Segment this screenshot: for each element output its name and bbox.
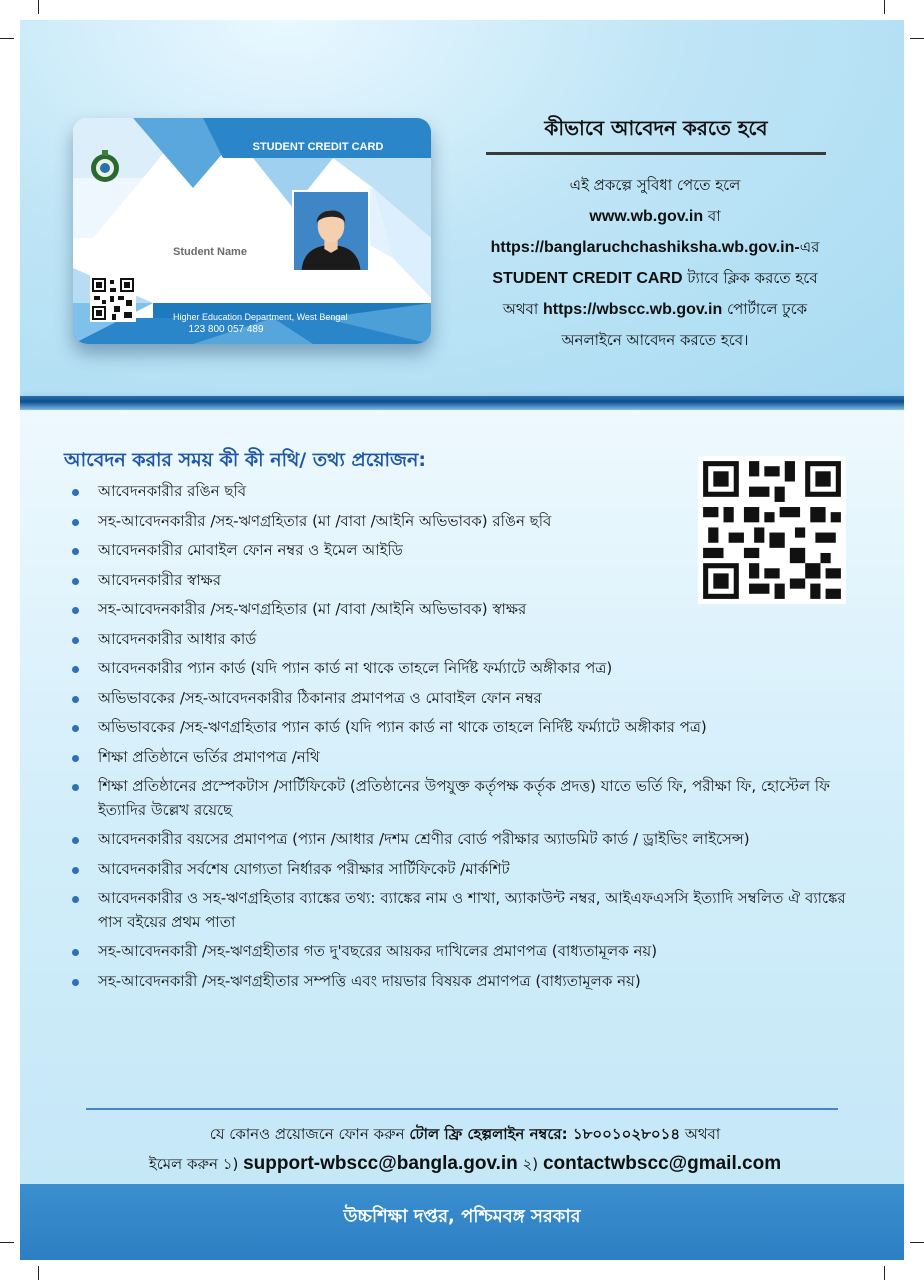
url-banglaruchchashiksha[interactable]: https://banglaruchchashiksha.wb.gov.in- — [490, 239, 800, 256]
list-item: শিক্ষা প্রতিষ্ঠানের প্রস্পেকটাস /সার্টিফিকেট (প্রতিষ্ঠানের উপযুক্ত কর্তৃপক্ষ কর্তৃক প্রদত্ত) যাতে ভর্তি ফি, পরীক্ষা ফি, হোস্টেল ফি ইত্যাদির উল্লেখ রয়েছে — [68, 775, 868, 822]
how-to-apply-text — [460, 170, 850, 356]
helpline-number[interactable]: ১৮০০১০২৮০১৪ — [572, 1125, 681, 1143]
email-separator: ২) — [517, 1155, 543, 1173]
card-number: 123 800 057 489 — [188, 324, 264, 335]
documents-title: আবেদন করার সময় কী কী নথি/ তথ্য প্রয়োজন: — [64, 449, 426, 471]
how-line-5 — [460, 294, 850, 325]
er-text: এর — [799, 238, 820, 256]
poster — [20, 20, 904, 1260]
email-prefix: ইমেল করুন ১) — [148, 1155, 244, 1173]
tab-text: ট্যাবে ক্লিক করতে হবে — [682, 269, 818, 287]
list-item: শিক্ষা প্রতিষ্ঠানে ভর্তির প্রমাণপত্র /নথি — [68, 746, 868, 770]
list-item: সহ-আবেদনকারী /সহ-ঋণগ্রহীতার সম্পত্তি এবং দায়ভার বিষয়ক প্রমাণপত্র (বাধ্যতামূলক নয়) — [68, 970, 868, 994]
how-to-apply-rule — [486, 152, 826, 155]
how-line-6: অনলাইনে আবেদন করতে হবে। — [561, 331, 749, 349]
list-item: আবেদনকারীর রঙিন ছবি — [68, 480, 868, 504]
student-name-label: Student Name — [173, 246, 247, 258]
helpline-label: টোল ফ্রি হেল্পলাইন নম্বরে: — [409, 1125, 573, 1143]
crop-mark — [884, 1266, 885, 1280]
crop-mark — [0, 1242, 14, 1243]
how-line-2 — [460, 201, 850, 232]
contact-email-link[interactable]: contactwbscc@gmail.com — [542, 1153, 782, 1174]
list-item: সহ-আবেদনকারী /সহ-ঋণগ্রহীতার গত দু'বছরের আয়কর দাখিলের প্রমাণপত্র (বাধ্যতামূলক নয়) — [68, 940, 868, 964]
list-item: আবেদনকারীর মোবাইল ফোন নম্বর ও ইমেল আইডি — [68, 539, 868, 563]
crop-mark — [38, 1266, 39, 1280]
government-emblem-icon — [89, 148, 121, 188]
list-item: অভিভাবকের /সহ-ঋণগ্রহিতার প্যান কার্ড (যদি প্যান কার্ড না থাকে তাহলে নির্দিষ্ট ফর্ম্যাটে অঙ্গীকার পত্র) — [68, 716, 868, 740]
how-line-4 — [460, 263, 850, 294]
footer-department: উচ্চশিক্ষা দপ্তর, পশ্চিমবঙ্গ সরকার — [343, 1206, 581, 1227]
footer-rule — [86, 1108, 838, 1110]
list-item: আবেদনকারীর আধার কার্ড — [68, 628, 868, 652]
crop-mark — [910, 1242, 924, 1243]
helpline-line-2 — [80, 1149, 850, 1179]
how-to-apply-title: কীভাবে আবেদন করতে হবে — [544, 116, 768, 140]
list-item: সহ-আবেদনকারীর /সহ-ঋণগ্রহিতার (মা /বাবা /আইনি অভিভাবক) রঙিন ছবি — [68, 510, 658, 534]
documents-list — [68, 480, 868, 999]
card-department: Higher Education Department, West Bengal — [173, 312, 348, 322]
list-item: আবেদনকারীর প্যান কার্ড (যদি প্যান কার্ড না থাকে তাহলে নির্দিষ্ট ফর্ম্যাটে অঙ্গীকার পত্র) — [68, 657, 868, 681]
how-line-3 — [460, 232, 850, 263]
portal-text: পোর্টালে ঢুকে — [722, 300, 808, 318]
url-wb-gov[interactable]: www.wb.gov.in — [589, 208, 704, 225]
list-item: সহ-আবেদনকারীর /সহ-ঋণগ্রহিতার (মা /বাবা /আইনি অভিভাবক) স্বাক্ষর — [68, 598, 868, 622]
student-photo — [292, 190, 370, 272]
list-item: আবেদনকারীর বয়সের প্রমাণপত্র (প্যান /আধার /দশম শ্রেণীর বোর্ড পরীক্ষার অ্যাডমিট কার্ড / ড্রাইভিং লাইসেন্স) — [68, 828, 868, 852]
list-item: আবেদনকারীর সর্বশেষ যোগ্যতা নির্ধারক পরীক্ষার সার্টিফিকেট /মার্কশিট — [68, 858, 868, 882]
or-text: বা — [703, 207, 721, 225]
student-credit-card — [73, 118, 431, 344]
helpline-or: অথবা — [680, 1125, 721, 1143]
list-item: আবেদনকারীর স্বাক্ষর — [68, 569, 868, 593]
support-email-link[interactable]: support-wbscc@bangla.gov.in — [243, 1153, 518, 1174]
crop-mark — [884, 0, 885, 14]
list-item: অভিভাবকের /সহ-আবেদনকারীর ঠিকানার প্রমাণপত্র ও মোবাইল ফোন নম্বর — [68, 687, 868, 711]
avatar-icon — [294, 192, 368, 270]
helpline-text — [80, 1120, 850, 1179]
helpline-prefix: যে কোনও প্রয়োজনে ফোন করুন — [209, 1125, 410, 1143]
card-header: STUDENT CREDIT CARD — [252, 141, 384, 153]
how-line-1: এই প্রকল্পে সুবিধা পেতে হলে — [569, 176, 741, 194]
card-qr-code-icon — [90, 276, 136, 322]
tab-name: STUDENT CREDIT CARD — [492, 270, 683, 287]
or-text-2: অথবা — [502, 300, 543, 318]
crop-mark — [910, 38, 924, 39]
list-item: আবেদনকারীর ও সহ-ঋণগ্রহিতার ব্যাঙ্কের তথ্য: ব্যাঙ্কের নাম ও শাখা, অ্যাকাউন্ট নম্বর, আইএফএসসি ইত্যাদি সম্বলিত ঐ ব্যাঙ্কের পাস বইয়ের প্রথম পাতা — [68, 887, 868, 934]
helpline-line-1 — [80, 1120, 850, 1149]
divider-band — [20, 396, 904, 410]
url-wbscc[interactable]: https://wbscc.wb.gov.in — [543, 301, 723, 318]
crop-mark — [0, 38, 14, 39]
crop-mark — [38, 0, 39, 14]
